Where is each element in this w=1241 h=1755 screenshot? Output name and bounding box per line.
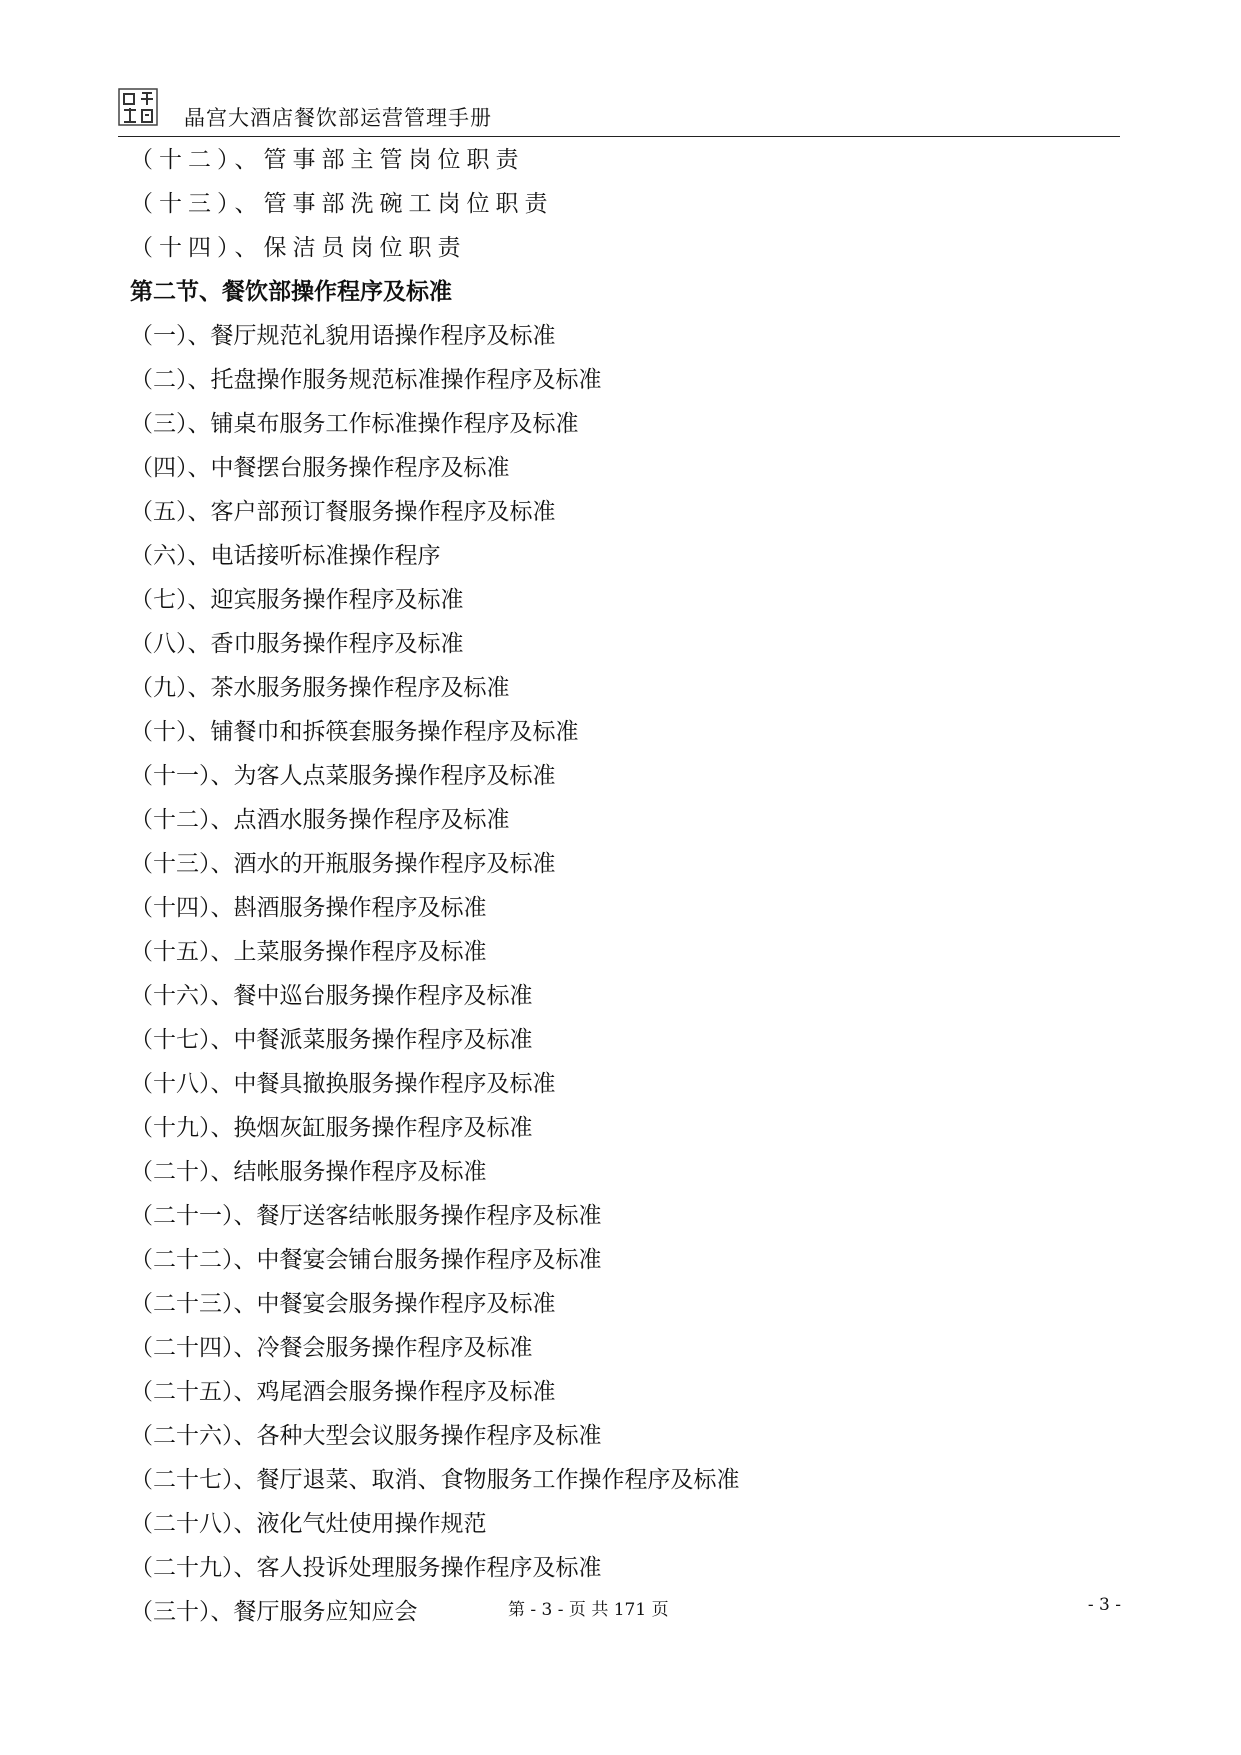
manual-title: 晶宫大酒店餐饮部运营管理手册 <box>184 106 492 130</box>
toc-entry: （二十七）、餐厅退菜、取消、食物服务工作操作程序及标准 <box>130 1467 740 1493</box>
toc-entry: （二十一）、餐厅送客结帐服务操作程序及标准 <box>130 1203 602 1229</box>
toc-entry: （二十九）、客人投诉处理服务操作程序及标准 <box>130 1555 602 1581</box>
page-counter: 第 - 3 - 页 共 171 页 <box>508 1600 669 1620</box>
toc-entry: （十一）、为客人点菜服务操作程序及标准 <box>130 763 556 789</box>
page-number: - 3 - <box>1087 1595 1121 1615</box>
toc-entry: （十二）、点酒水服务操作程序及标准 <box>130 807 510 833</box>
toc-entry: （二十二）、中餐宴会铺台服务操作程序及标准 <box>130 1247 602 1273</box>
toc-entry: （十三）、管事部洗碗工岗位职责 <box>130 191 554 217</box>
toc-entry: （六）、电话接听标准操作程序 <box>130 543 441 569</box>
toc-entry: （十四）、保洁员岗位职责 <box>130 235 467 261</box>
toc-entry: （二十）、结帐服务操作程序及标准 <box>130 1159 487 1185</box>
toc-entry: （十八）、中餐具撤换服务操作程序及标准 <box>130 1071 556 1097</box>
toc-entry: （四）、中餐摆台服务操作程序及标准 <box>130 455 510 481</box>
toc-entry: （七）、迎宾服务操作程序及标准 <box>130 587 464 613</box>
table-of-contents <box>130 138 1120 1634</box>
toc-entry: （八）、香巾服务操作程序及标准 <box>130 631 464 657</box>
toc-entry: （二十四）、冷餐会服务操作程序及标准 <box>130 1335 533 1361</box>
toc-entry: （二十八）、液化气灶使用操作规范 <box>130 1511 487 1537</box>
toc-entry: （三十）、餐厅服务应知应会 <box>130 1599 418 1625</box>
toc-entry: （十）、铺餐巾和拆筷套服务操作程序及标准 <box>130 719 579 745</box>
toc-entry: （十九）、换烟灰缸服务操作程序及标准 <box>130 1115 533 1141</box>
toc-entry: （十六）、餐中巡台服务操作程序及标准 <box>130 983 533 1009</box>
page-header <box>118 88 1120 137</box>
section-heading: 第二节、餐饮部操作程序及标准 <box>130 278 452 305</box>
toc-entry: （二十六）、各种大型会议服务操作程序及标准 <box>130 1423 602 1449</box>
toc-entry: （一）、餐厅规范礼貌用语操作程序及标准 <box>130 323 556 349</box>
toc-entry: （五）、客户部预订餐服务操作程序及标准 <box>130 499 556 525</box>
toc-entry: （九）、茶水服务服务操作程序及标准 <box>130 675 510 701</box>
toc-entry: （二十五）、鸡尾酒会服务操作程序及标准 <box>130 1379 556 1405</box>
toc-entry: （二）、托盘操作服务规范标准操作程序及标准 <box>130 367 602 393</box>
toc-entry: （十三）、酒水的开瓶服务操作程序及标准 <box>130 851 556 877</box>
toc-entry: （二十三）、中餐宴会服务操作程序及标准 <box>130 1291 556 1317</box>
toc-entry: （十四）、斟酒服务操作程序及标准 <box>130 895 487 921</box>
toc-entry: （十二）、管事部主管岗位职责 <box>130 147 525 173</box>
toc-entry: （三）、铺桌布服务工作标准操作程序及标准 <box>130 411 579 437</box>
toc-entry: （十七）、中餐派菜服务操作程序及标准 <box>130 1027 533 1053</box>
hotel-logo-icon <box>118 88 158 126</box>
toc-entry: （十五）、上菜服务操作程序及标准 <box>130 939 487 965</box>
